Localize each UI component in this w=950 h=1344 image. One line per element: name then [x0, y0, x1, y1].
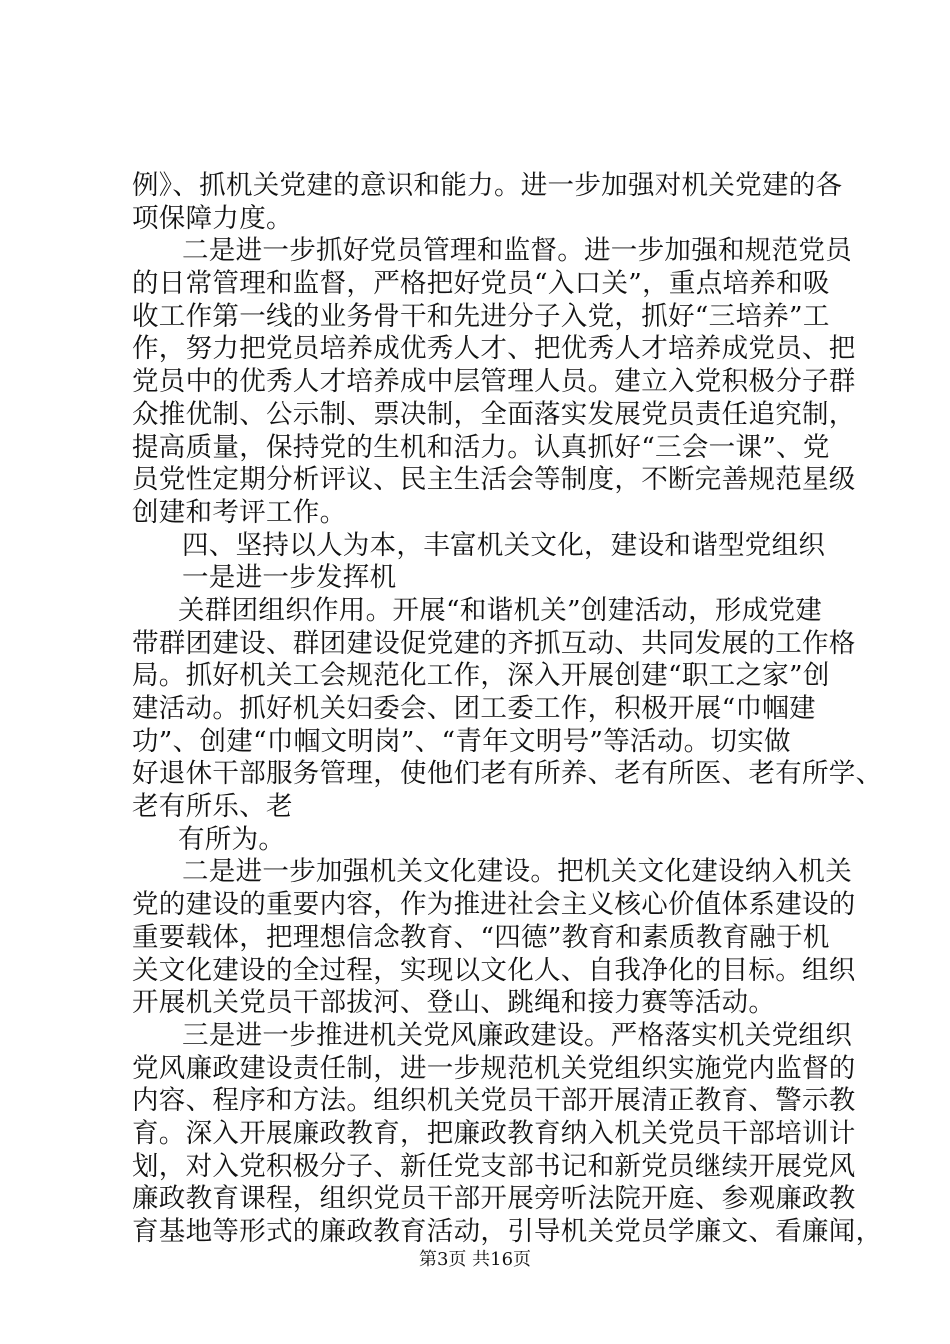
- text-line: 育。深入开展廉政教育，把廉政教育纳入机关党员干部培训计: [132, 1117, 856, 1149]
- text-line: 育基地等形式的廉政教育活动，引导机关党员学廉文、看廉闻，: [132, 1216, 883, 1247]
- text-line: 创建和考评工作。: [132, 496, 347, 528]
- text-line: 建活动。抓好机关妇委会、团工委工作，积极开展“巾帼建: [132, 693, 816, 724]
- page-number-footer: 第3页 共16页: [418, 1249, 532, 1270]
- section-heading: 四、坚持以人为本，丰富机关文化，建设和谐型党组织: [182, 529, 826, 561]
- text-line: 收工作第一线的业务骨干和先进分子入党，抓好“三培养”工: [132, 300, 830, 332]
- text-line: 老有所乐、老: [132, 791, 293, 823]
- text-line: 党风廉政建设责任制，进一步规范机关党组织实施党内监督的: [132, 1052, 856, 1084]
- text-line: 重要载体，把理想信念教育、“四德”教育和素质教育融于机: [132, 921, 830, 953]
- text-line: 提高质量，保持党的生机和活力。认真抓好“三会一课”、党: [132, 431, 830, 463]
- paragraph-start-line: 二是进一步加强机关文化建设。把机关文化建设纳入机关: [182, 856, 852, 888]
- text-line: 作，努力把党员培养成优秀人才、把优秀人才培养成党员、把: [132, 333, 856, 365]
- text-line: 例》、抓机关党建的意识和能力。进一步加强对机关党建的各: [132, 170, 843, 201]
- text-line: 的日常管理和监督，严格把好党员“入口关”，重点培养和吸: [132, 268, 830, 300]
- text-line: 局。抓好机关工会规范化工作，深入开展创建“职工之家”创: [132, 660, 830, 692]
- text-line: 廉政教育课程，组织党员干部开展旁听法院开庭、参观廉政教: [132, 1183, 856, 1215]
- text-line: 党的建设的重要内容，作为推进社会主义核心价值体系建设的: [132, 889, 856, 921]
- text-line: 项保障力度。: [132, 202, 293, 234]
- paragraph-start-line: 关群团组织作用。开展“和谐机关”创建活动，形成党建: [178, 594, 823, 626]
- text-line: 众推优制、公示制、票决制，全面落实发展党员责任追究制，: [132, 398, 856, 430]
- paragraph-start-line: 三是进一步推进机关党风廉政建设。严格落实机关党组织: [182, 1019, 852, 1051]
- text-line: 内容、程序和方法。组织机关党员干部开展清正教育、警示教: [132, 1085, 856, 1117]
- text-line: 划，对入党积极分子、新任党支部书记和新党员继续开展党风: [132, 1150, 856, 1182]
- document-body: [0, 170, 950, 1249]
- paragraph-start-line: 有所为。: [178, 823, 286, 855]
- paragraph-start-line: 一是进一步发挥机: [182, 562, 397, 594]
- text-line: 开展机关党员干部拔河、登山、跳绳和接力赛等活动。: [132, 987, 776, 1019]
- text-line: 功”、创建“巾帼文明岗”、“青年文明号”等活动。切实做: [132, 725, 791, 757]
- text-line: 员党性定期分析评议、民主生活会等制度，不断完善规范星级: [132, 464, 856, 496]
- text-line: 关文化建设的全过程，实现以文化人、自我净化的目标。组织: [132, 954, 856, 986]
- text-line: 带群团建设、群团建设促党建的齐抓互动、共同发展的工作格: [132, 627, 856, 659]
- text-line: 党员中的优秀人才培养成中层管理人员。建立入党积极分子群: [132, 366, 856, 398]
- paragraph-start-line: 二是进一步抓好党员管理和监督。进一步加强和规范党员: [182, 235, 852, 267]
- text-line: 好退休干部服务管理，使他们老有所养、老有所医、老有所学、: [132, 758, 883, 790]
